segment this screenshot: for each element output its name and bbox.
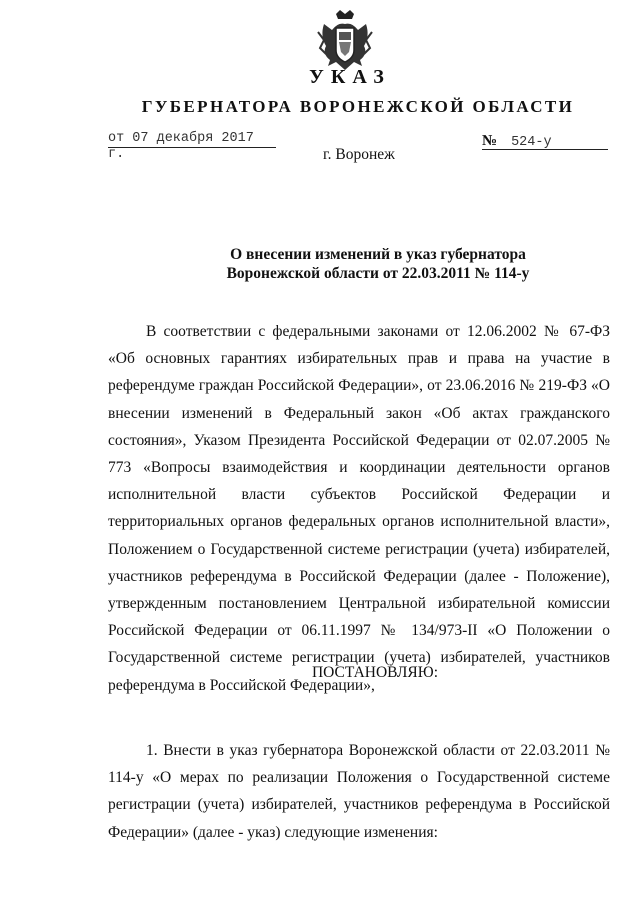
- preamble-block: [108, 318, 610, 699]
- number-value: 524-у: [511, 135, 552, 150]
- decree-word: ПОСТАНОВЛЯЮ:: [311, 664, 439, 681]
- heading-line-2: Воронежской области от 22.03.2011 № 114-у: [226, 265, 530, 282]
- items-block: [108, 737, 610, 846]
- coat-of-arms-icon: [316, 10, 374, 72]
- city-label: г. Воронеж: [323, 146, 395, 163]
- document-number: [482, 133, 608, 150]
- heading-line-1: О внесении изменений в указ губернатора: [230, 246, 526, 263]
- preamble-paragraph: В соответствии с федеральными законами от 12.06.2002 № 67-ФЗ «Об основных гарантиях избирательных прав и права на участие в референдуме граждан Российской Федерации», от 23.06.2016 № 219-ФЗ «О внесении изменений в Федеральный закон «Об актах гражданского состояния», Указом Президента Российской Федерации от 02.07.2005 № 773 «Вопросы взаимодействия и координации деятельности органов исполнительной власти субъектов Российской Федерации и территориальных органов федеральных органов исполнительной власти», Положением о Государственной системе регистрации (учета) избирателей, участников референдума в Российской Федерации (далее - Положение), утвержденным постановлением Центральной избирательной комиссии Российской Федерации от 06.11.1997 № 134/973-II «О Положении о Государственной системе регистрации (учета) избирателей, участников референдума в Российской Федерации»,: [108, 323, 610, 694]
- document-heading: [0, 245, 640, 283]
- document-subtitle: ГУБЕРНАТОРА ВОРОНЕЖСКОЙ ОБЛАСТИ: [141, 97, 575, 116]
- document-date: от 07 декабря 2017 г.: [108, 131, 276, 148]
- document-title: УКАЗ: [309, 66, 391, 88]
- number-sign: №: [482, 133, 498, 149]
- item-1-paragraph: 1. Внести в указ губернатора Воронежской области от 22.03.2011 № 114-у «О мерах по реализации Положения о Государственной системе регистрации (учета) избирателей, участников референдума в Российской Федерации» (далее - указ) следующие изменения:: [108, 742, 610, 841]
